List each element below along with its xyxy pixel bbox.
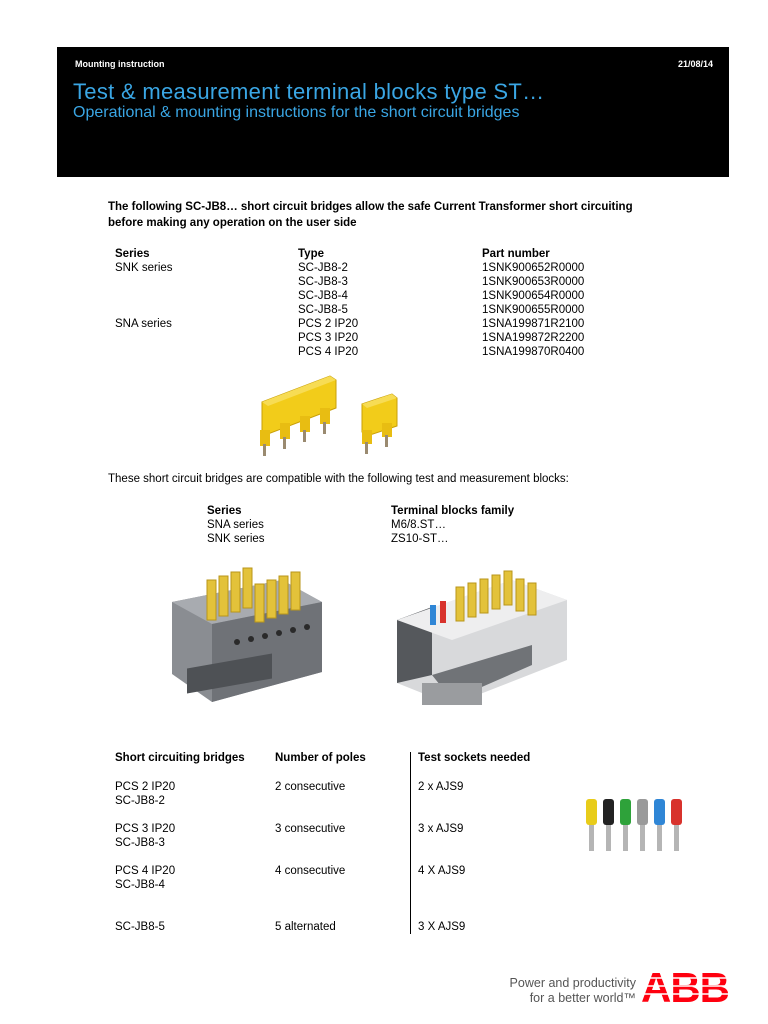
test-socket — [654, 799, 665, 851]
page-subtitle: Operational & mounting instructions for the short circuit bridges — [73, 104, 520, 121]
test-socket — [637, 799, 648, 851]
table-row — [115, 780, 175, 808]
bridge-name-alt: SC-JB8-3 — [115, 837, 165, 849]
bridge-name: PCS 4 IP20 — [115, 865, 176, 877]
sockets-cell: 3 X AJS9 — [418, 921, 466, 933]
table2-cell: M6/8.ST… — [391, 519, 446, 531]
table2-cell: SNA series — [207, 519, 264, 531]
bridge-name: PCS 3 IP20 — [115, 823, 176, 835]
table-row — [115, 864, 175, 892]
test-socket — [603, 799, 614, 851]
table2-family-column — [391, 504, 514, 546]
sockets-cell: 2 x AJS9 — [418, 781, 464, 793]
table1-cell — [115, 275, 173, 289]
table1-header-series: Series — [115, 248, 150, 260]
compatibility-text: These short circuit bridges are compatible with the following test and measurement blocks: — [108, 473, 569, 485]
tagline-line-1: Power and productivity — [509, 976, 636, 990]
table1-header-type: Type — [298, 248, 324, 260]
tagline-line-2: for a better world™ — [529, 991, 636, 1005]
table3-header-bridges: Short circuiting bridges — [115, 752, 245, 764]
sockets-cell: 4 X AJS9 — [418, 865, 466, 877]
table2-header-family: Terminal blocks family — [391, 505, 515, 517]
table2-cell: ZS10-ST… — [391, 533, 449, 545]
table1-cell: SC-JB8-5 — [298, 304, 348, 316]
table1-header-part: Part number — [482, 248, 550, 260]
short-circuit-bridges-image — [252, 368, 407, 460]
table2-header-series: Series — [207, 505, 242, 517]
table1-cell — [115, 303, 173, 317]
test-socket — [620, 799, 631, 851]
table1-cell: SC-JB8-3 — [298, 276, 348, 288]
table1-cell: PCS 4 IP20 — [298, 346, 359, 358]
test-socket — [586, 799, 597, 851]
bridge-name: SC-JB8-5 — [115, 921, 165, 933]
table1-cell: 1SNA199872R2200 — [482, 332, 585, 344]
sockets-cell: 3 x AJS9 — [418, 823, 464, 835]
test-sockets-image — [582, 795, 686, 859]
table-row — [115, 920, 165, 934]
intro-paragraph: The following SC-JB8… short circuit bridges allow the safe Current Transformer short circuiting before making any operation on the user side — [108, 201, 633, 229]
table3-divider — [410, 752, 411, 934]
table1-cell: SC-JB8-2 — [298, 262, 348, 274]
poles-cell: 3 consecutive — [275, 823, 346, 835]
table3-header-sockets: Test sockets needed — [418, 752, 531, 764]
table1-type-column — [298, 247, 358, 359]
header-date: 21/08/14 — [677, 59, 713, 69]
table1-part-column — [482, 247, 584, 359]
table1-cell: SNK series — [115, 262, 173, 274]
test-socket — [671, 799, 682, 851]
table-row — [115, 822, 175, 850]
sna-terminal-block-image — [167, 562, 327, 712]
table1-cell: SC-JB8-4 — [298, 290, 348, 302]
bridge-name-alt: SC-JB8-4 — [115, 879, 165, 891]
svg-text:ABB: ABB — [641, 966, 729, 1006]
footer-tagline — [484, 976, 636, 1006]
table1-cell: 1SNK900653R0000 — [482, 276, 585, 288]
table3-header-poles: Number of poles — [275, 752, 366, 764]
bridge-name-alt: SC-JB8-2 — [115, 795, 165, 807]
page-title: Test & measurement terminal blocks type ST… — [73, 79, 545, 104]
table2-cell: SNK series — [207, 533, 265, 545]
table1-cell: SNA series — [115, 318, 172, 330]
table1-cell — [115, 289, 173, 303]
poles-cell: 2 consecutive — [275, 781, 346, 793]
table1-cell: 1SNA199870R0400 — [482, 346, 585, 358]
table1-series-column — [115, 247, 173, 331]
document-header — [57, 47, 729, 177]
table1-cell: PCS 3 IP20 — [298, 332, 359, 344]
abb-logo — [641, 966, 739, 1006]
table1-cell: 1SNK900654R0000 — [482, 290, 585, 302]
header-label: Mounting instruction — [75, 59, 165, 69]
table1-cell: 1SNK900655R0000 — [482, 304, 585, 316]
table1-cell: 1SNK900652R0000 — [482, 262, 585, 274]
table2-series-column — [207, 504, 265, 546]
poles-cell: 4 consecutive — [275, 865, 346, 877]
table1-cell: PCS 2 IP20 — [298, 318, 359, 330]
poles-cell: 5 alternated — [275, 921, 336, 933]
snk-terminal-block-image — [392, 565, 572, 725]
table1-cell: 1SNA199871R2100 — [482, 318, 585, 330]
bridge-name: PCS 2 IP20 — [115, 781, 176, 793]
